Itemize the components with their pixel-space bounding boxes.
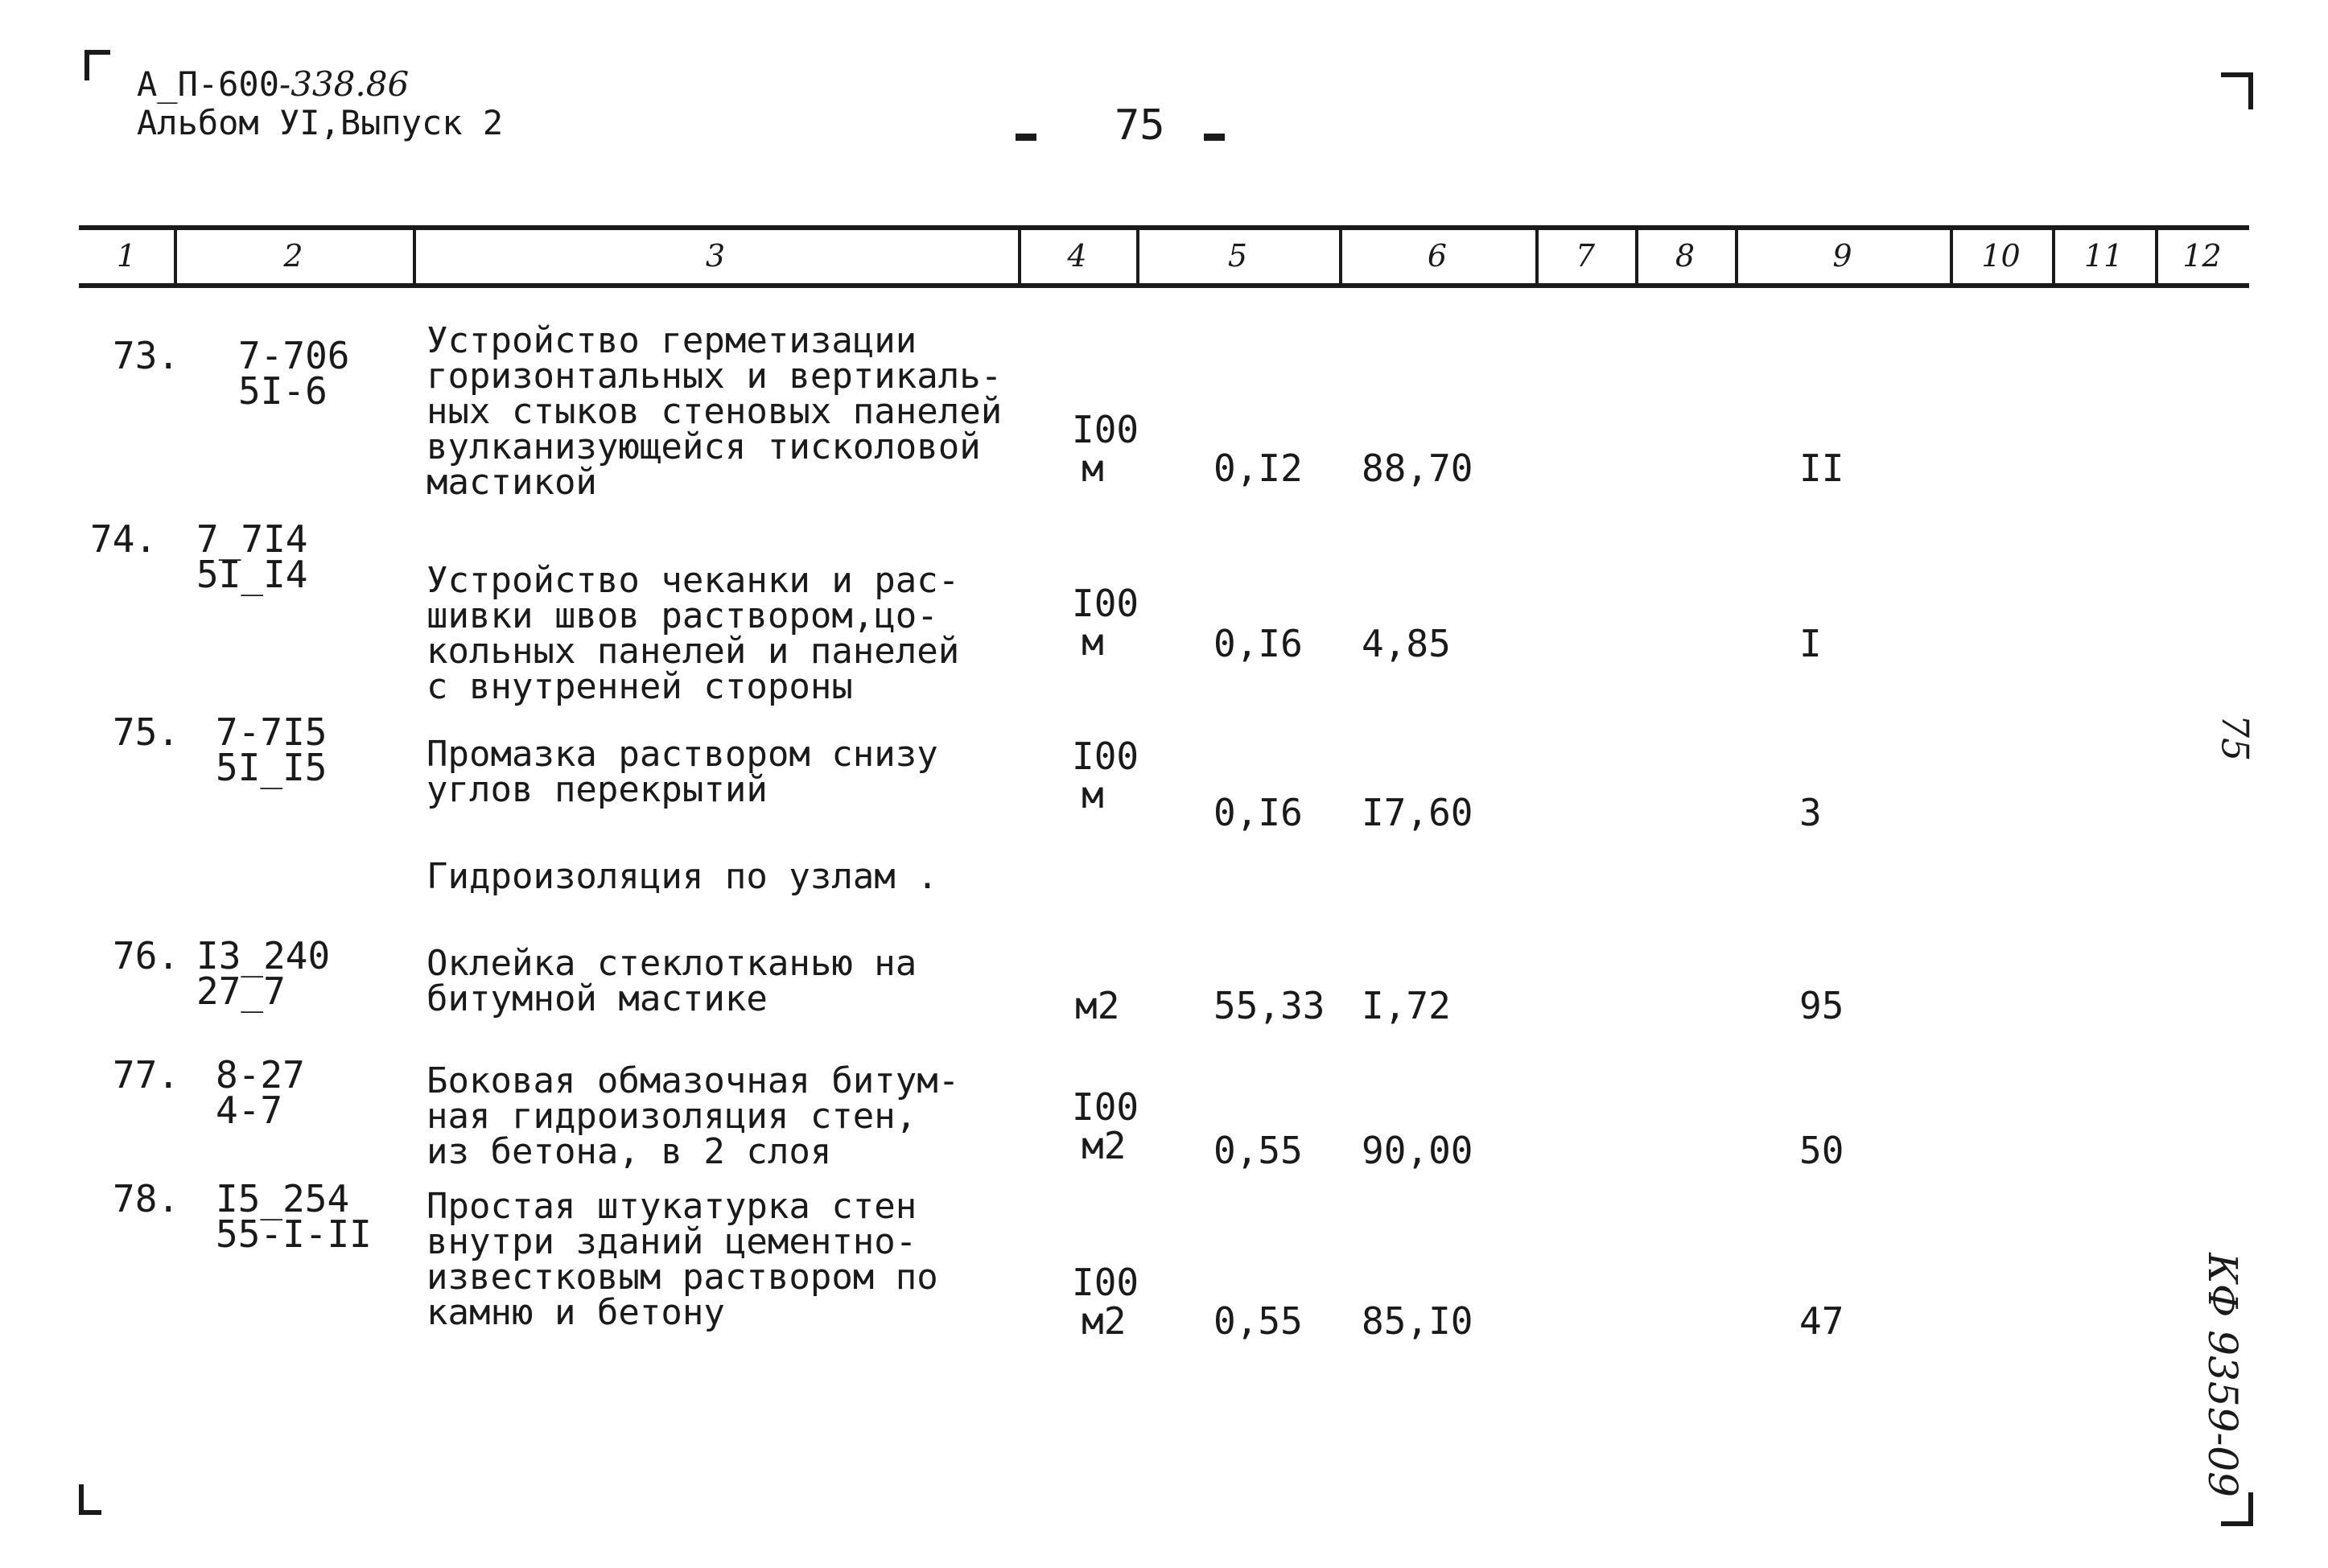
column-header: 9 bbox=[1832, 238, 1852, 274]
row-description-line: внутри зданий цементно- bbox=[426, 1221, 917, 1262]
row-description-line: Боковая обмазочная битум- bbox=[426, 1060, 960, 1101]
row-code: 4-7 bbox=[216, 1089, 283, 1132]
page-number-dash-right bbox=[1204, 134, 1225, 141]
row-code: I3_240 bbox=[196, 934, 331, 977]
column-header: 7 bbox=[1575, 238, 1596, 274]
row-price: 90,00 bbox=[1362, 1129, 1473, 1172]
row-price: 88,70 bbox=[1362, 447, 1473, 490]
corner-mark-bottom-right bbox=[2221, 1492, 2253, 1526]
row-number: 76. bbox=[113, 934, 180, 977]
row-unit: I00 bbox=[1072, 582, 1139, 625]
table-top-rule bbox=[79, 225, 2249, 230]
row-description-line: Устройство герметизации bbox=[426, 320, 917, 361]
row-code: I5_254 bbox=[216, 1177, 350, 1220]
row-description-line: Простая штукатурка стен bbox=[426, 1186, 917, 1227]
row-description-line: с внутренней стороны bbox=[426, 666, 853, 707]
column-header: 5 bbox=[1227, 238, 1248, 274]
row-price: I7,60 bbox=[1362, 791, 1473, 834]
section-title: Гидроизоляция по узлам . bbox=[426, 856, 938, 897]
row-col9: 50 bbox=[1799, 1129, 1844, 1172]
row-number: 78. bbox=[113, 1177, 180, 1220]
margin-stamp: КФ 9359-09 bbox=[2198, 1253, 2246, 1497]
row-quantity: 0,55 bbox=[1213, 1299, 1303, 1343]
row-unit: м bbox=[1082, 773, 1104, 817]
page-number: 75 bbox=[1115, 101, 1165, 150]
row-description-line: Промазка раствором снизу bbox=[426, 734, 938, 775]
row-unit: м2 bbox=[1082, 1124, 1127, 1167]
row-description-line: шивки швов раствором,цо- bbox=[426, 595, 938, 636]
row-code: 27_7 bbox=[196, 969, 286, 1013]
row-unit: I00 bbox=[1072, 408, 1139, 451]
row-code: 7-7I5 bbox=[216, 710, 328, 754]
row-code: 8-27 bbox=[216, 1053, 305, 1097]
row-number: 77. bbox=[113, 1053, 180, 1097]
row-code: 5I_I5 bbox=[216, 746, 328, 789]
row-unit: м bbox=[1082, 447, 1104, 490]
row-description-line: известковым раствором по bbox=[426, 1257, 938, 1298]
row-price: I,72 bbox=[1362, 984, 1451, 1027]
row-description-line: из бетона, в 2 слоя bbox=[426, 1131, 832, 1172]
row-description-line: Оклейка стеклотканью на bbox=[426, 943, 917, 984]
column-header: 11 bbox=[2083, 238, 2124, 274]
column-header: 12 bbox=[2182, 238, 2222, 274]
row-col9: 47 bbox=[1799, 1299, 1844, 1343]
row-unit: I00 bbox=[1072, 1261, 1139, 1304]
row-col9: 3 bbox=[1799, 791, 1822, 834]
page-number-dash-left bbox=[1016, 134, 1036, 141]
row-unit: м2 bbox=[1075, 984, 1120, 1027]
row-quantity: 55,33 bbox=[1213, 984, 1325, 1027]
doc-code-prefix: А_П-600 bbox=[137, 64, 280, 104]
row-number: 75. bbox=[113, 710, 180, 754]
column-header: 4 bbox=[1067, 238, 1087, 274]
row-quantity: 0,I6 bbox=[1213, 622, 1303, 665]
column-header: 10 bbox=[1981, 238, 2021, 274]
row-description-line: вулканизующейся тисколовой bbox=[426, 426, 981, 467]
row-col9: II bbox=[1799, 447, 1844, 490]
row-description-line: камню и бетону bbox=[426, 1292, 725, 1333]
row-code: 5I-6 bbox=[238, 369, 328, 413]
row-quantity: 0,I6 bbox=[1213, 791, 1303, 834]
row-unit: I00 bbox=[1072, 1085, 1139, 1129]
album-title: Альбом УI,Выпуск 2 bbox=[137, 103, 504, 142]
doc-code-suffix: -338.86 bbox=[279, 64, 410, 104]
row-description-line: мастикой bbox=[426, 462, 597, 503]
corner-mark-bottom-left bbox=[79, 1484, 101, 1515]
column-header: 8 bbox=[1675, 238, 1696, 274]
row-unit: м2 bbox=[1082, 1299, 1127, 1343]
column-header: 2 bbox=[283, 238, 303, 274]
margin-page-number: 75 bbox=[2213, 714, 2257, 762]
row-price: 85,I0 bbox=[1362, 1299, 1473, 1343]
doc-code bbox=[137, 66, 409, 103]
row-quantity: 0,I2 bbox=[1213, 447, 1303, 490]
row-quantity: 0,55 bbox=[1213, 1129, 1303, 1172]
column-header: 1 bbox=[116, 238, 137, 274]
row-description-line: горизонтальных и вертикаль- bbox=[426, 356, 1003, 397]
row-col9: I bbox=[1799, 622, 1822, 665]
corner-mark-top-left bbox=[84, 50, 110, 80]
row-description-line: Устройство чеканки и рас- bbox=[426, 560, 960, 601]
row-description-line: битумной мастике bbox=[426, 978, 768, 1019]
row-code: 7_7I4 bbox=[196, 517, 308, 561]
table-header-bottom-rule bbox=[79, 283, 2249, 288]
row-unit: м bbox=[1082, 620, 1104, 664]
row-description-line: ная гидроизоляция стен, bbox=[426, 1096, 917, 1137]
row-code: 7-706 bbox=[238, 334, 350, 377]
row-description-line: углов перекрытий bbox=[426, 769, 768, 810]
row-unit: I00 bbox=[1072, 735, 1139, 778]
row-number: 74. bbox=[90, 517, 158, 561]
row-price: 4,85 bbox=[1362, 622, 1451, 665]
row-number: 73. bbox=[113, 334, 180, 377]
row-description-line: кольных панелей и панелей bbox=[426, 631, 960, 672]
row-code: 55-I-II bbox=[216, 1212, 372, 1256]
row-code: 5I_I4 bbox=[196, 553, 308, 596]
column-header: 3 bbox=[705, 238, 726, 274]
corner-mark-top-right bbox=[2221, 72, 2253, 109]
row-description-line: ных стыков стеновых панелей bbox=[426, 391, 1003, 432]
row-col9: 95 bbox=[1799, 984, 1844, 1027]
column-header: 6 bbox=[1427, 238, 1448, 274]
